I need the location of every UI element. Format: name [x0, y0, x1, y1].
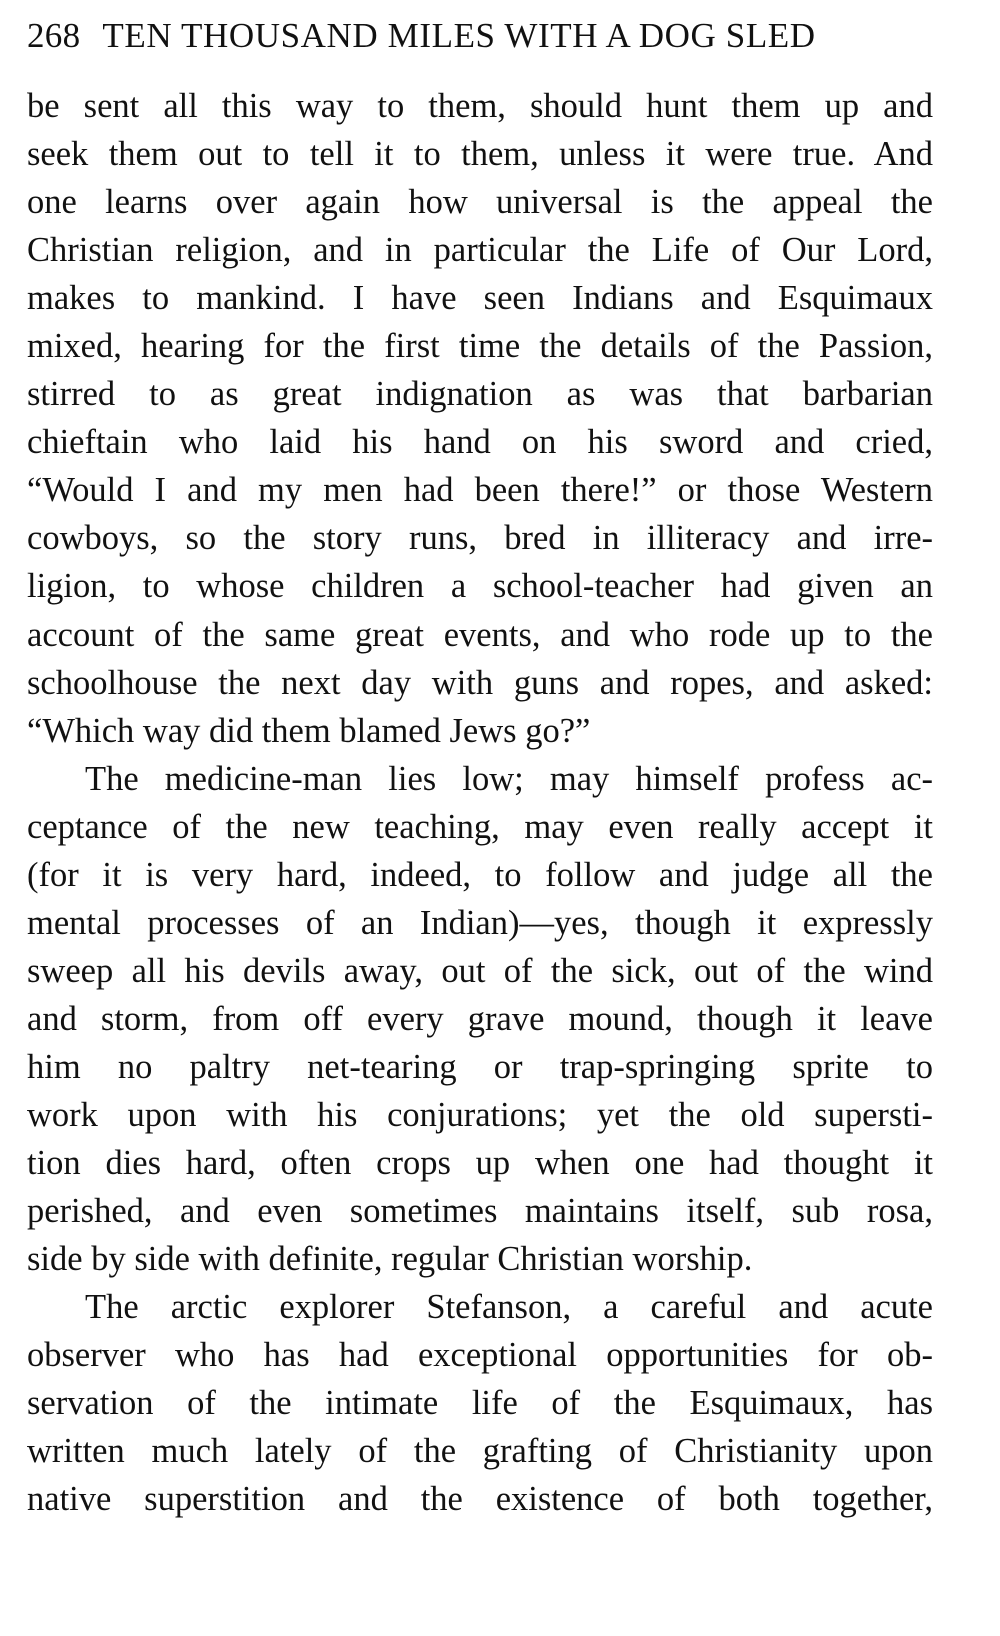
text-line: written much lately of the grafting of Christianity upon — [27, 1432, 933, 1471]
body-text — [27, 82, 933, 1523]
text-line: him no paltry net-tearing or trap-springing sprite to — [27, 1047, 933, 1086]
text-line: The arctic explorer Stefanson, a careful and acute — [85, 1288, 933, 1327]
text-line: and storm, from off every grave mound, though it leave — [27, 999, 933, 1038]
book-page — [27, 0, 933, 1636]
text-line: native superstition and the existence of both together, — [27, 1480, 933, 1519]
text-line: be sent all this way to them, should hunt them up and — [27, 87, 933, 125]
text-line: perished, and even sometimes maintains itself, sub rosa, — [27, 1192, 933, 1231]
text-line: tion dies hard, often crops up when one had thought it — [27, 1144, 933, 1183]
running-head — [27, 12, 933, 60]
text-line: Christian religion, and in particular the Life of Our Lord, — [27, 231, 933, 270]
text-line: servation of the intimate life of the Esquimaux, has — [27, 1384, 933, 1423]
running-title: TEN THOUSAND MILES WITH A DOG SLED — [102, 16, 816, 55]
page-number: 268 — [27, 16, 81, 55]
text-line: chieftain who laid his hand on his sword and cried, — [27, 423, 933, 462]
text-line: makes to mankind. I have seen Indians and Esquimaux — [27, 279, 933, 318]
text-line: mental processes of an Indian)—yes, though it expressly — [27, 903, 933, 942]
text-line: “Would I and my men had been there!” or those Western — [27, 471, 933, 510]
text-line: work upon with his conjurations; yet the old supersti- — [27, 1095, 933, 1134]
text-line: mixed, hearing for the first time the details of the Passion, — [27, 327, 933, 366]
text-line: “Which way did them blamed Jews go?” — [27, 711, 591, 750]
text-line: schoolhouse the next day with guns and ropes, and asked: — [27, 663, 933, 702]
text-line: The medicine-man lies low; may himself profess ac- — [85, 759, 933, 798]
text-line: seek them out to tell it to them, unless it were true. And — [27, 135, 933, 174]
text-line: ligion, to whose children a school-teacher had given an — [27, 567, 933, 606]
text-line: one learns over again how universal is the appeal the — [27, 183, 933, 222]
paragraph — [27, 1283, 933, 1523]
text-line: cowboys, so the story runs, bred in illiteracy and irre- — [27, 519, 933, 558]
text-line: ceptance of the new teaching, may even really accept it — [27, 807, 933, 846]
text-line: (for it is very hard, indeed, to follow and judge all the — [27, 855, 933, 894]
text-line: side by side with definite, regular Christian worship. — [27, 1240, 753, 1279]
paragraph — [27, 82, 933, 755]
text-line: account of the same great events, and who rode up to the — [27, 615, 933, 654]
text-line: observer who has had exceptional opportunities for ob- — [27, 1336, 933, 1375]
text-line: stirred to as great indignation as was that barbarian — [27, 375, 933, 414]
text-line: sweep all his devils away, out of the sick, out of the wind — [27, 951, 933, 990]
paragraph — [27, 755, 933, 1284]
